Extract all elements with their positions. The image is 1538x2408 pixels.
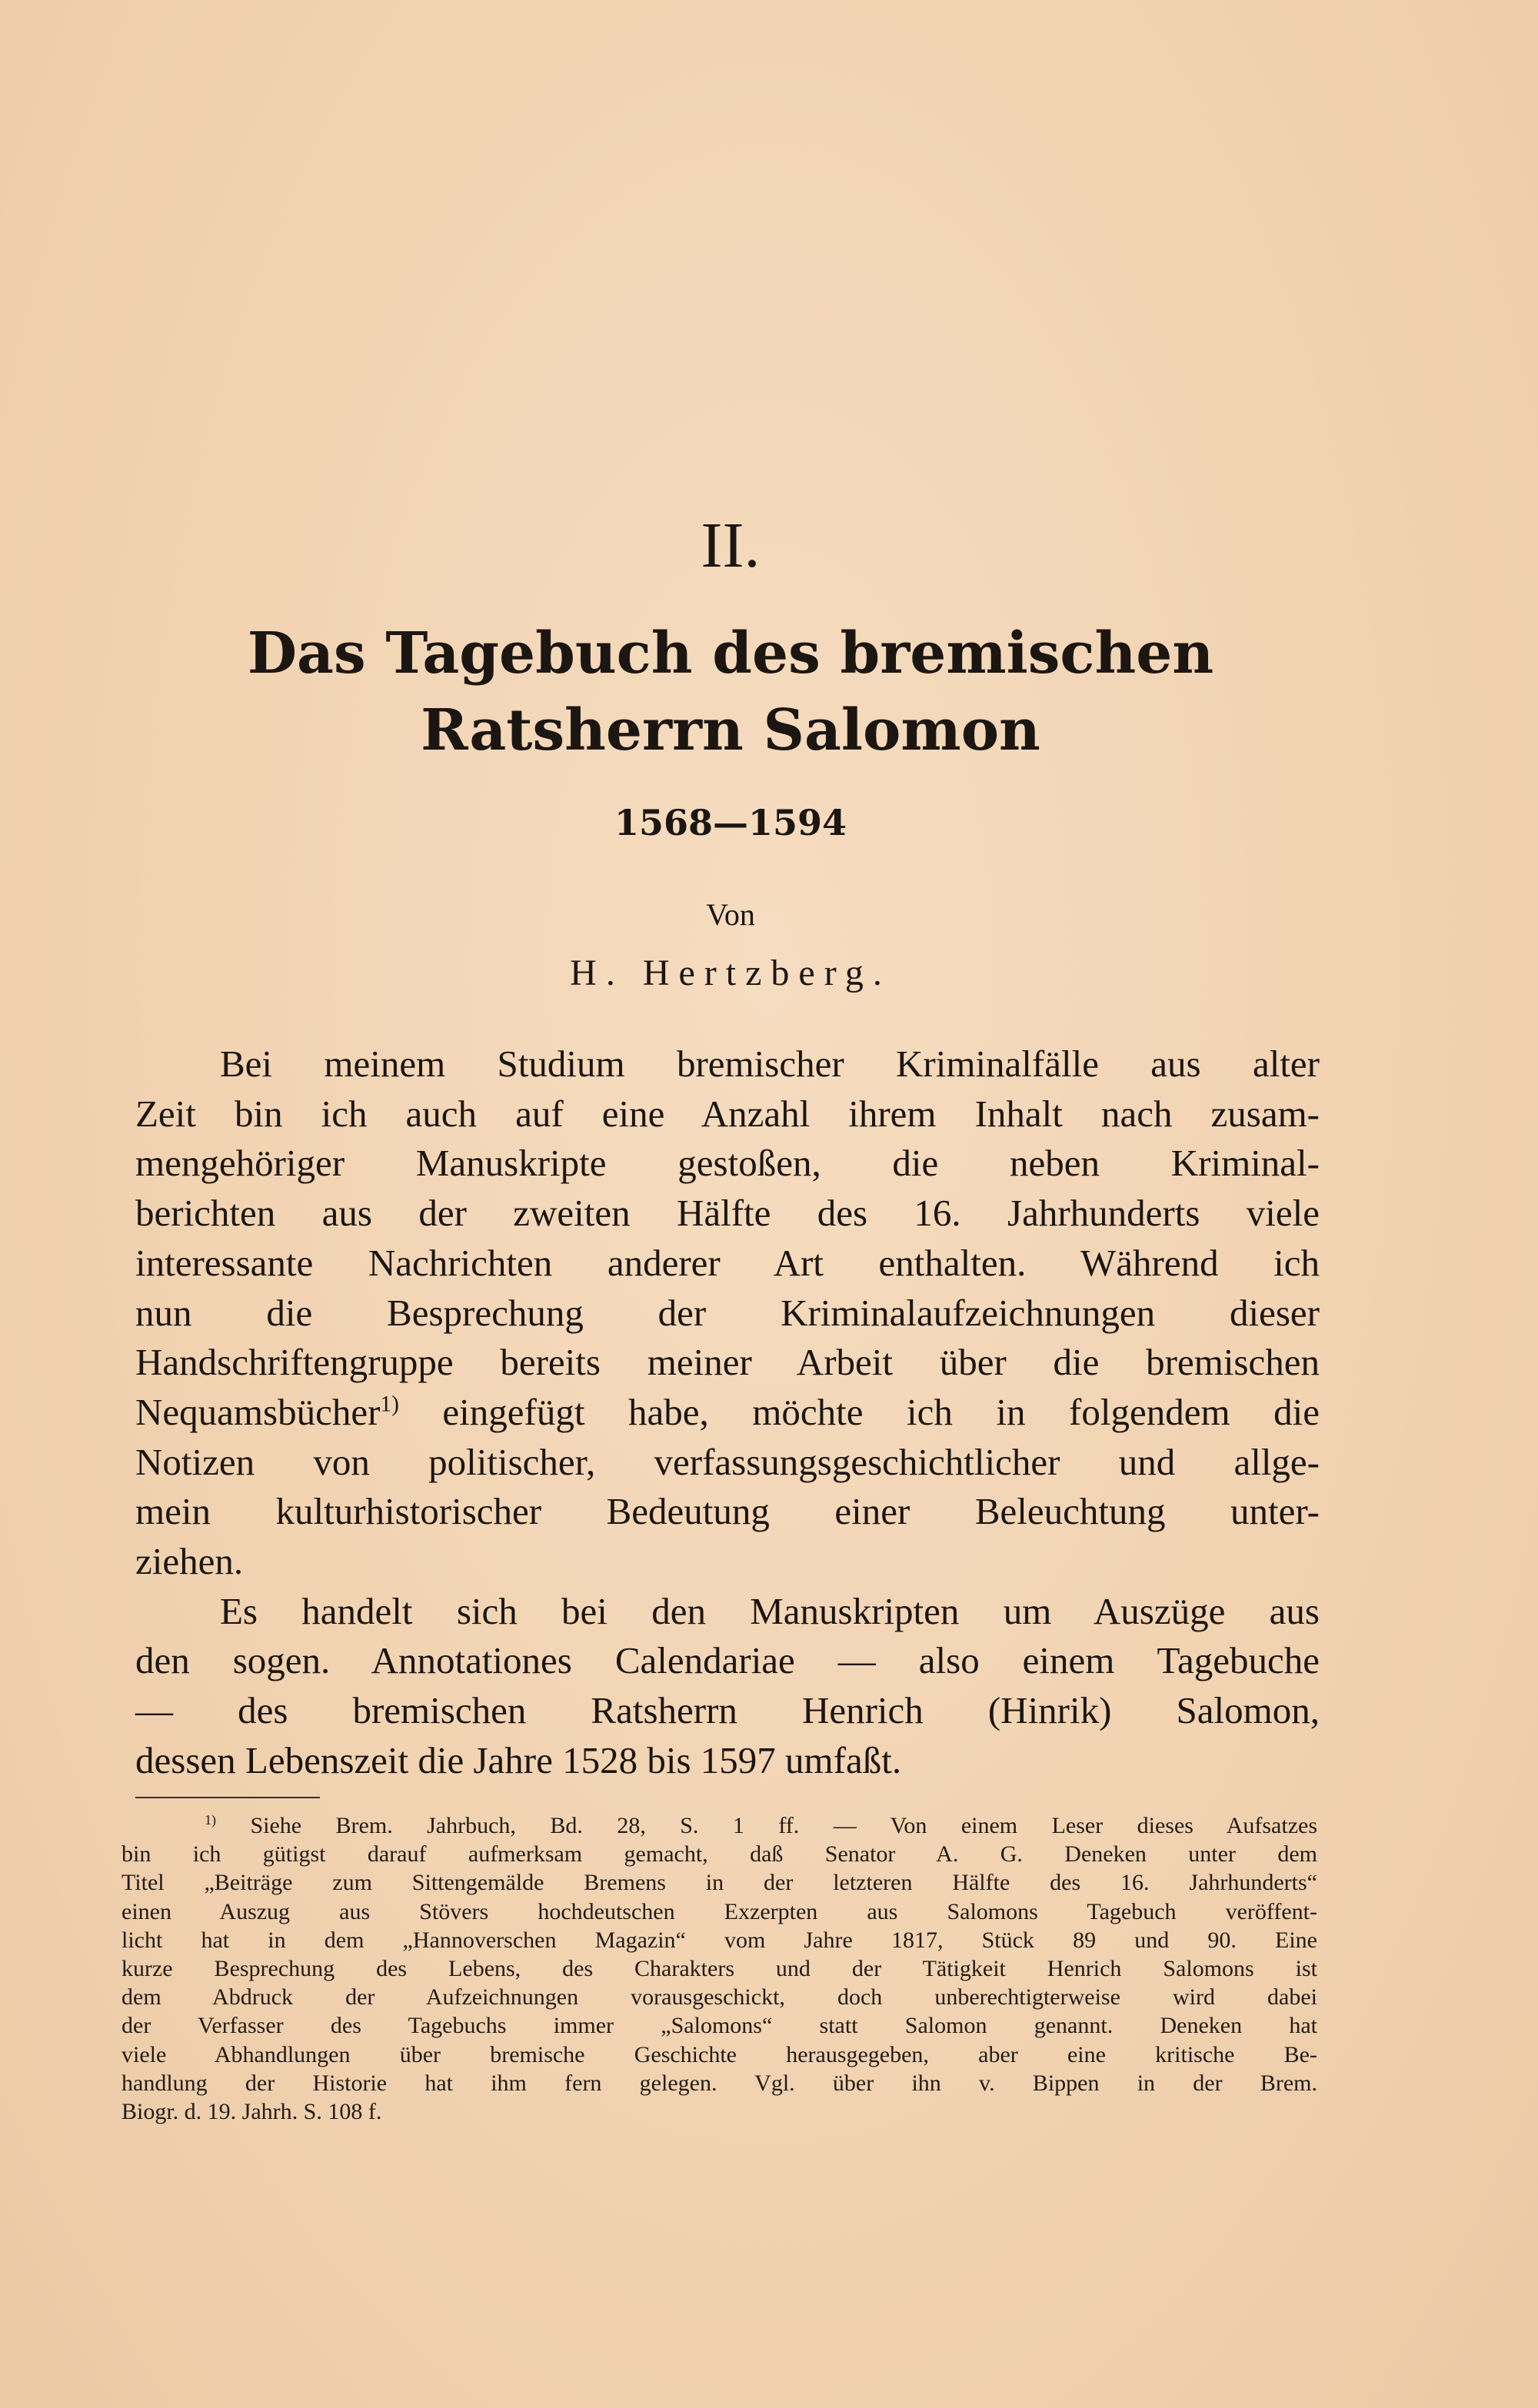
chapter-number: II. <box>701 510 761 581</box>
text-line <box>135 1388 1320 1438</box>
text-line: dessen Lebenszeit die Jahre 1528 bis 1597 umfaßt. <box>135 1738 902 1781</box>
text-line: ziehen. <box>135 1540 244 1583</box>
footnote-line: licht hat in dem „Hannoverschen Magazin“ vom Jahre 1817, Stück 89 und 90. Eine <box>122 1927 1317 1953</box>
byline-von: Von <box>706 897 755 932</box>
footnote-line: kurze Besprechung des Lebens, des Charakters und der Tätigkeit Henrich Salomons ist <box>122 1956 1317 1982</box>
footnote-line: handlung der Historie hat ihm fern gelegen. Vgl. über ihn v. Bippen in der Brem. <box>122 2070 1317 2096</box>
footnote-line: der Verfasser des Tagebuchs immer „Salomons“ statt Salomon genannt. Deneken hat <box>122 2013 1317 2039</box>
text-fragment: eingefügt habe, möchte ich in folgendem die <box>398 1390 1320 1433</box>
text-line: Handschriftengruppe bereits meiner Arbeit über die bremischen <box>135 1341 1320 1384</box>
footnote-divider <box>135 1797 320 1798</box>
footnote-line: Titel „Beiträge zum Sittengemälde Bremens in der letzteren Hälfte des 16. Jahrhunderts“ <box>122 1870 1317 1896</box>
text-line: nun die Besprechung der Kriminalaufzeichnungen dieser <box>135 1291 1320 1334</box>
footnote-text: Siehe Brem. Jahrbuch, Bd. 28, S. 1 ff. — Von einem Leser dieses Aufsatzes <box>250 1813 1318 1838</box>
footnote-line: Biogr. d. 19. Jahrh. S. 108 f. <box>122 2099 382 2125</box>
text-line: Notizen von politischer, verfassungsgeschichtlicher und allge- <box>135 1440 1320 1483</box>
text-line: mein kulturhistorischer Bedeutung einer Beleuchtung unter- <box>135 1490 1320 1533</box>
footnote-marker: 1) <box>205 1812 216 1828</box>
footnote-line: viele Abhandlungen über bremische Geschichte herausgegeben, aber eine kritische Be- <box>122 2041 1317 2067</box>
text-fragment: Nequamsbücher <box>135 1390 381 1433</box>
footnote-line <box>122 1811 1317 1840</box>
text-line: Es handelt sich bei den Manuskripten um Auszüge aus <box>220 1589 1320 1632</box>
footnote-line: einen Auszug aus Stövers hochdeutschen Exzerpten aus Salomons Tagebuch veröffent- <box>122 1898 1317 1924</box>
text-line: Bei meinem Studium bremischer Kriminalfälle aus alter <box>220 1043 1320 1085</box>
body-text <box>135 1039 1320 1786</box>
article-title <box>0 615 1461 769</box>
text-line: — des bremischen Ratsherrn Henrich (Hinrik) Salomon, <box>135 1689 1320 1732</box>
footnote-reference: 1) <box>380 1392 399 1417</box>
year-range: 1568—1594 <box>614 802 847 843</box>
text-line: den sogen. Annotationes Calendariae — also einem Tagebuche <box>135 1639 1320 1682</box>
text-line: mengehöriger Manuskripte gestoßen, die neben Kriminal- <box>135 1142 1320 1185</box>
footnote-line: dem Abdruck der Aufzeichnungen vorausgeschickt, doch unberechtigterweise wird dabei <box>122 1984 1317 2011</box>
title-line-2: Ratsherrn Salomon <box>421 697 1040 763</box>
text-line: interessante Nachrichten anderer Art enthalten. Während ich <box>135 1241 1320 1284</box>
footnote-line: bin ich gütigst darauf aufmerksam gemacht, daß Senator A. G. Deneken unter dem <box>122 1841 1317 1868</box>
author-name: H. Hertzberg. <box>570 953 891 993</box>
text-line: Zeit bin ich auch auf eine Anzahl ihrem Inhalt nach zusam- <box>135 1092 1320 1135</box>
title-line-1: Das Tagebuch des bremischen <box>247 620 1214 687</box>
text-line: berichten aus der zweiten Hälfte des 16. Jahrhunderts viele <box>135 1192 1320 1235</box>
footnote <box>122 1811 1317 2126</box>
